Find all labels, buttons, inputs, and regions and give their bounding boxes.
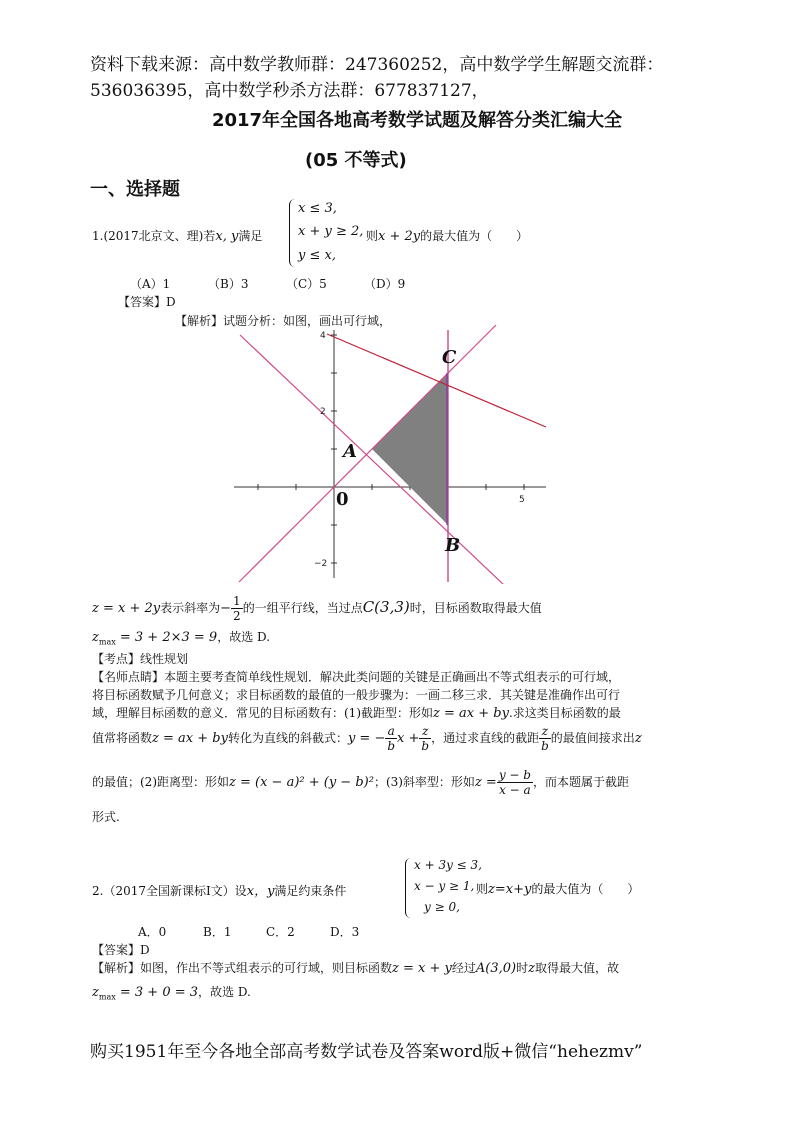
q2-brace bbox=[405, 858, 412, 918]
q1-analysis-line-1: z = x + 2y表示斜率为− $\frac{1}{2}$ 的一组平行线，当过点C(3,3)时，目标函数取得最大值 bbox=[92, 594, 542, 623]
q1-zmax-line: $z_{max} = 3 + 2\times 3 = 9$，故选 D. bbox=[92, 630, 271, 647]
q2-option-c: C．2 bbox=[266, 925, 295, 939]
q2-lead: 2.（2017全国新课标Ⅰ文）设x，y满足约束条件 bbox=[92, 884, 347, 899]
header-line-1: 资料下载来源：高中数学教师群：247360252，高中数学学生解题交流群： bbox=[90, 55, 664, 75]
point-a-label: A bbox=[343, 441, 357, 462]
q1-note-line-6: 形式. bbox=[92, 810, 120, 824]
feasible-region-graph bbox=[225, 322, 555, 584]
q2-constraint-3: y ≥ 0, bbox=[424, 900, 460, 914]
q1-constraint-2: x + y ≥ 2, bbox=[298, 224, 364, 239]
q1-constraint-3: y ≤ x, bbox=[298, 248, 336, 263]
q2-constraint-1: x + 3y ≤ 3, bbox=[414, 858, 482, 872]
q1-constraint-1: x ≤ 3, bbox=[298, 201, 337, 216]
q2-answer: 【答案】D bbox=[92, 943, 150, 957]
q2-option-d: D．3 bbox=[330, 925, 360, 939]
q2-option-a: A．0 bbox=[138, 925, 167, 939]
q2-constraint-2: x − y ≥ 1, bbox=[414, 879, 475, 893]
q1-note-line-3: 域，理解目标函数的意义．常见的目标函数有：(1)截距型：形如z = ax + by.求这类目标函数的最 bbox=[92, 706, 621, 721]
q1-option-a: （A）1 bbox=[130, 277, 171, 291]
y-tick-label-2: 2 bbox=[320, 407, 326, 417]
section-heading: 一、选择题 bbox=[90, 179, 180, 200]
q1-note-line-4: 值常将函数z = ax + by转化为直线的斜截式：y = − $\frac{a}{b}$ x + $\frac{z}{b}$ ，通过求直线的截距 $\frac{z}{b}$ 的最值间接求出z bbox=[92, 724, 642, 753]
header-line-2: 536036395，高中数学秒杀方法群：677837127， bbox=[90, 81, 489, 101]
feasible-region bbox=[372, 373, 448, 525]
q1-note-line-5: 的最值；(2)距离型：形如z = (x − a)² + (y − b)²；(3)斜率型：形如z = $\frac{y - b}{x - a}$ ，而本题属于截距 bbox=[92, 768, 629, 797]
q2-analysis-line-2: $z_{max} = 3 + 0 = 3$，故选 D. bbox=[92, 985, 251, 1002]
q1-kaodian: 【考点】线性规划 bbox=[92, 652, 189, 666]
point-c-label: C bbox=[442, 347, 457, 368]
q1-note-line-2: 将目标函数赋予几何意义；求目标函数的最值的一般步骤为：一画二移三求．其关键是准确作出可行 bbox=[92, 688, 621, 702]
q2-ask: 则z=x+y的最大值为（ ） bbox=[476, 882, 640, 897]
q1-brace bbox=[289, 199, 296, 267]
y-tick-label-4: 4 bbox=[320, 331, 326, 341]
origin-label: 0 bbox=[336, 489, 349, 510]
q1-ask: 则x + 2y的最大值为（ ） bbox=[366, 229, 529, 244]
q1-answer: 【答案】D bbox=[118, 295, 176, 309]
q1-option-d: （D）9 bbox=[364, 277, 406, 291]
doc-subtitle: (05 不等式) bbox=[305, 150, 407, 171]
doc-title: 2017年全国各地高考数学试题及解答分类汇编大全 bbox=[211, 110, 623, 131]
x-tick-label-5: 5 bbox=[519, 495, 525, 505]
footer-ad: 购买1951年至今各地全部高考数学试卷及答案word版+微信“hehezmv” bbox=[90, 1042, 643, 1062]
q2-analysis-line-1: 【解析】如图，作出不等式组表示的可行域，则目标函数z = x + y经过A(3,0)时z取得最大值，故 bbox=[92, 961, 619, 976]
point-b-label: B bbox=[445, 535, 461, 556]
y-tick-label-neg2: −2 bbox=[314, 559, 328, 569]
line-x-plus-y-2 bbox=[240, 335, 504, 584]
q1-lead: 1.(2017北京文、理)若x, y满足 bbox=[92, 229, 263, 244]
q1-note-line-1: 【名师点睛】本题主要考查简单线性规划．解决此类问题的关键是正确画出不等式组表示的可行域， bbox=[92, 670, 621, 684]
q1-option-b: （B）3 bbox=[208, 277, 249, 291]
q1-analysis-intro: 【解析】试题分析：如图，画出可行域， bbox=[175, 314, 392, 328]
q1-option-c: （C）5 bbox=[286, 277, 327, 291]
q2-option-b: B．1 bbox=[203, 925, 232, 939]
